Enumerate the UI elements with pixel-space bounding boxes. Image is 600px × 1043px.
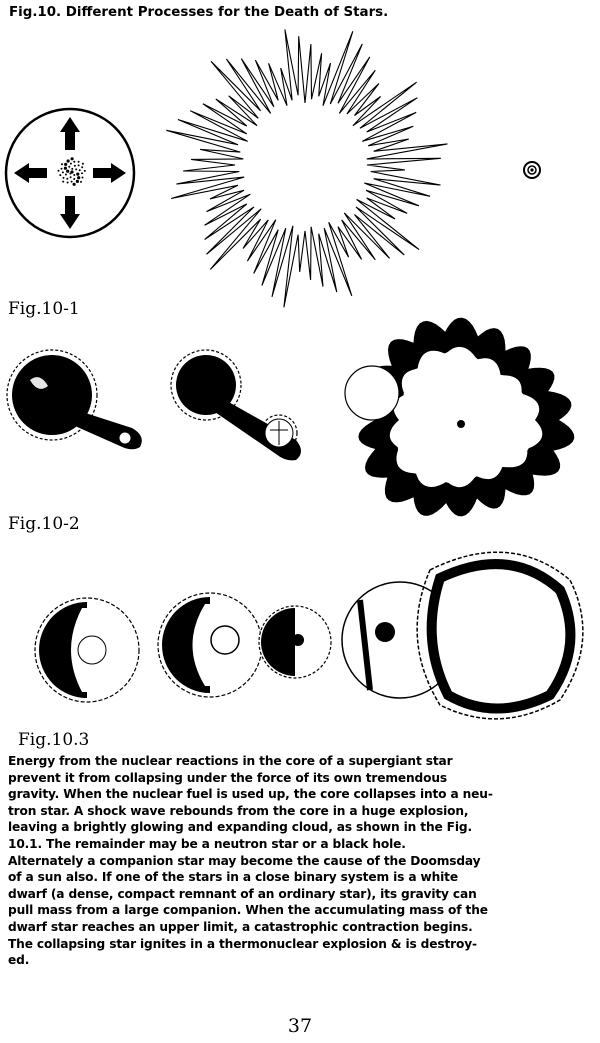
fig-10-3-label: Fig.10.3 (18, 730, 90, 750)
sequence-stage-3 (259, 606, 331, 678)
body-line: pull mass from a large companion. When the accumulating mass of the (8, 903, 488, 918)
figure-title: Fig.10. Different Processes for the Death of Stars. (9, 5, 389, 20)
page-number: 37 (287, 1015, 313, 1037)
body-line: The collapsing star ignites in a thermonuclear explosion & is destroy- (8, 936, 477, 951)
body-line: Energy from the nuclear reactions in the core of a supergiant star (8, 754, 453, 768)
body-line: 10.1. The remainder may be a neutron star or a black hole. (8, 836, 406, 851)
collapsing-core-diagram (6, 109, 134, 237)
body-line: Alternately a companion star may become the cause of the Doomsday (8, 853, 481, 868)
fig-10-1-label: Fig.10-1 (8, 299, 80, 319)
remnant-star (524, 162, 540, 178)
fig-10-2-label: Fig.10-2 (8, 514, 80, 534)
body-line: leaving a brightly glowing and expanding cloud, as shown in the Fig. (8, 820, 472, 835)
sequence-stage-2 (158, 593, 262, 697)
body-line: ed. (8, 953, 30, 968)
sequence-stage-1 (35, 598, 139, 702)
sequence-stage-5 (417, 552, 583, 719)
body-text (8, 753, 594, 969)
supernova-burst (166, 30, 447, 308)
body-line: gravity. When the nuclear fuel is used up, the core collapses into a neu- (8, 787, 493, 802)
body-line: dwarf (a dense, compact remnant of an ordinary star), its gravity can (8, 886, 477, 901)
body-line: tron star. A shock wave rebounds from the core in a huge explosion, (8, 803, 469, 818)
body-line: prevent it from collapsing under the force of its own tremendous (8, 770, 447, 785)
binary-stage-3-explosion (345, 318, 574, 517)
body-line: of a sun also. If one of the stars in a close binary system is a white (8, 870, 458, 885)
explosion-sequence (35, 552, 583, 719)
body-line: dwarf star reaches an upper limit, a catastrophic contraction begins. (8, 919, 473, 934)
binary-stage-2 (171, 350, 301, 460)
binary-stage-1 (7, 350, 142, 449)
